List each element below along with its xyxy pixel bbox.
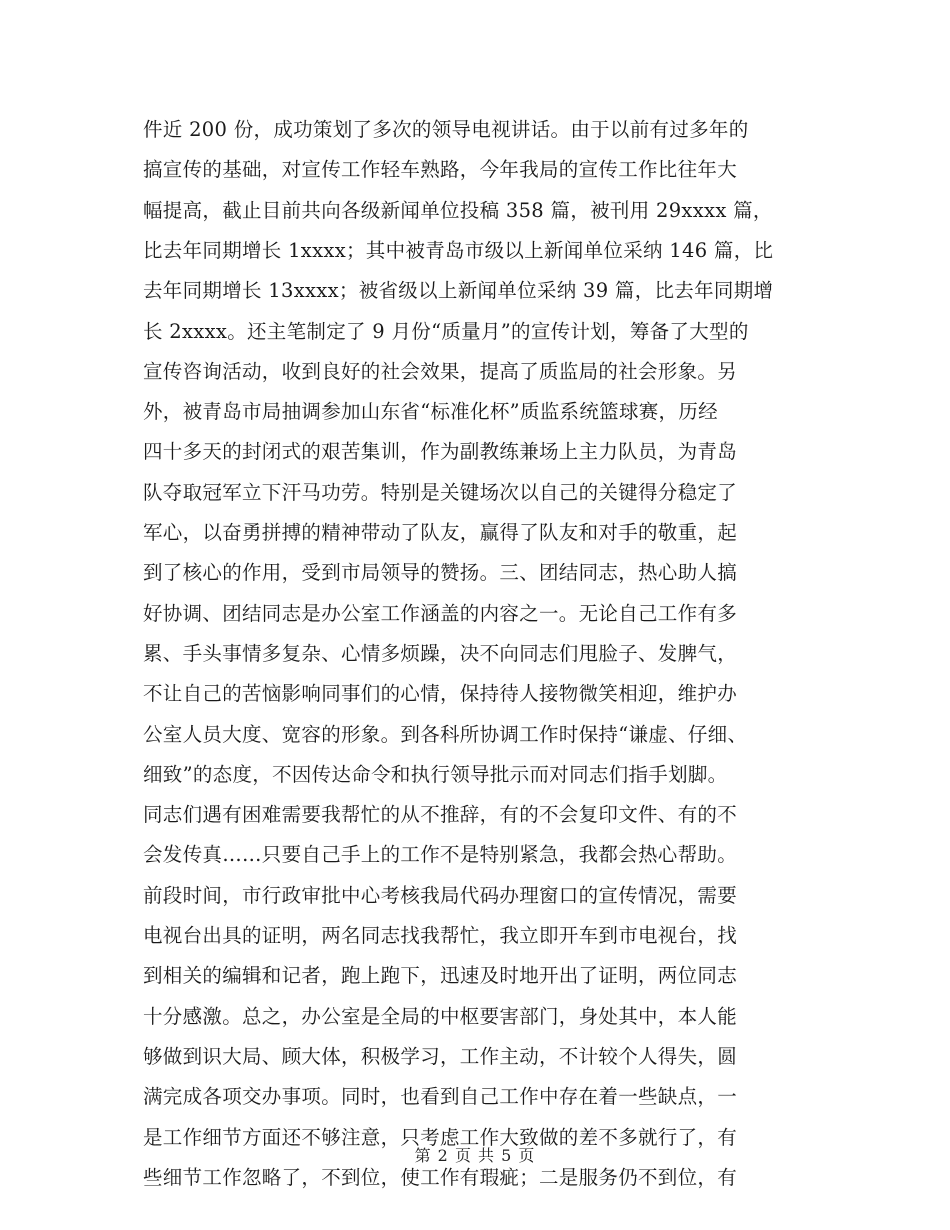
- text-line: 满完成各项交办事项。同时，也看到自己工作中存在着一些缺点，一: [143, 1085, 738, 1109]
- text-line: 幅提高，截止目前共向各级新闻单位投稿 358 篇，被刊用 29xxxx 篇，: [143, 198, 773, 222]
- text-line: 十分感激。总之，办公室是全局的中枢要害部门，身处其中，本人能: [143, 1004, 738, 1028]
- text-line: 到了核心的作用，受到市局领导的赞扬。三、团结同志，热心助人搞: [143, 561, 738, 585]
- text-line: 电视台出具的证明，两名同志找我帮忙，我立即开车到市电视台，找: [143, 924, 738, 947]
- text-line: 长 2xxxx。还主笔制定了 9 月份“质量月”的宣传计划，筹备了大型的: [143, 319, 749, 343]
- text-line: 够做到识大局、顾大体，积极学习，工作主动，不计较个人得失，圆: [143, 1044, 738, 1068]
- text-line: 是工作细节方面还不够注意，只考虑工作大致做的差不多就行了，有: [143, 1125, 738, 1149]
- text-line: 队夺取冠军立下汗马功劳。特别是关键场次以自己的关键得分稳定了: [143, 480, 738, 504]
- text-line: 军心，以奋勇拼搏的精神带动了队友，赢得了队友和对手的敬重，起: [143, 521, 738, 544]
- text-line: 同志们遇有困难需要我帮忙的从不推辞，有的不会复印文件、有的不: [143, 803, 738, 827]
- text-line: 件近 200 份，成功策划了多次的领导电视讲话。由于以前有过多年的: [143, 118, 749, 141]
- text-line: 会发传真……只要自己手上的工作不是特别紧急，我都会热心帮助。: [143, 843, 738, 867]
- text-line: 好协调、团结同志是办公室工作涵盖的内容之一。无论自己工作有多: [143, 601, 738, 625]
- text-line: 去年同期增长 13xxxx；被省级以上新闻单位采纳 39 篇，比去年同期增: [143, 279, 774, 303]
- page-footer: 第 2 页 共 5 页: [414, 1146, 536, 1165]
- text-line: 搞宣传的基础，对宣传工作轻车熟路，今年我局的宣传工作比往年大: [143, 158, 738, 182]
- text-line: 到相关的编辑和记者，跑上跑下，迅速及时地开出了证明，两位同志: [143, 964, 738, 988]
- text-line: 宣传咨询活动，收到良好的社会效果，提高了质监局的社会形象。另: [143, 359, 738, 383]
- text-line: 不让自己的苦恼影响同事们的心情，保持待人接物微笑相迎，维护办: [143, 682, 738, 706]
- text-line: 累、手头事情多复杂、心情多烦躁，决不向同志们甩脸子、发脾气，: [143, 641, 738, 665]
- text-line: 公室人员大度、宽容的形象。到各科所协调工作时保持“谦虚、仔细、: [143, 722, 748, 746]
- text-line: 外，被青岛市局抽调参加山东省“标准化杯”质监系统篮球赛，历经: [143, 400, 718, 424]
- text-line: 比去年同期增长 1xxxx；其中被青岛市级以上新闻单位采纳 146 篇，比: [143, 238, 774, 262]
- text-line: 细致”的态度，不因传达命令和执行领导批示而对同志们指手划脚。: [143, 762, 728, 786]
- text-line: 前段时间，市行政审批中心考核我局代码办理窗口的宣传情况，需要: [143, 883, 738, 907]
- text-line: 四十多天的封闭式的艰苦集训，作为副教练兼场上主力队员，为青岛: [143, 440, 738, 464]
- text-line: 些细节工作忽略了，不到位，使工作有瑕疵；二是服务仍不到位，有: [143, 1165, 738, 1189]
